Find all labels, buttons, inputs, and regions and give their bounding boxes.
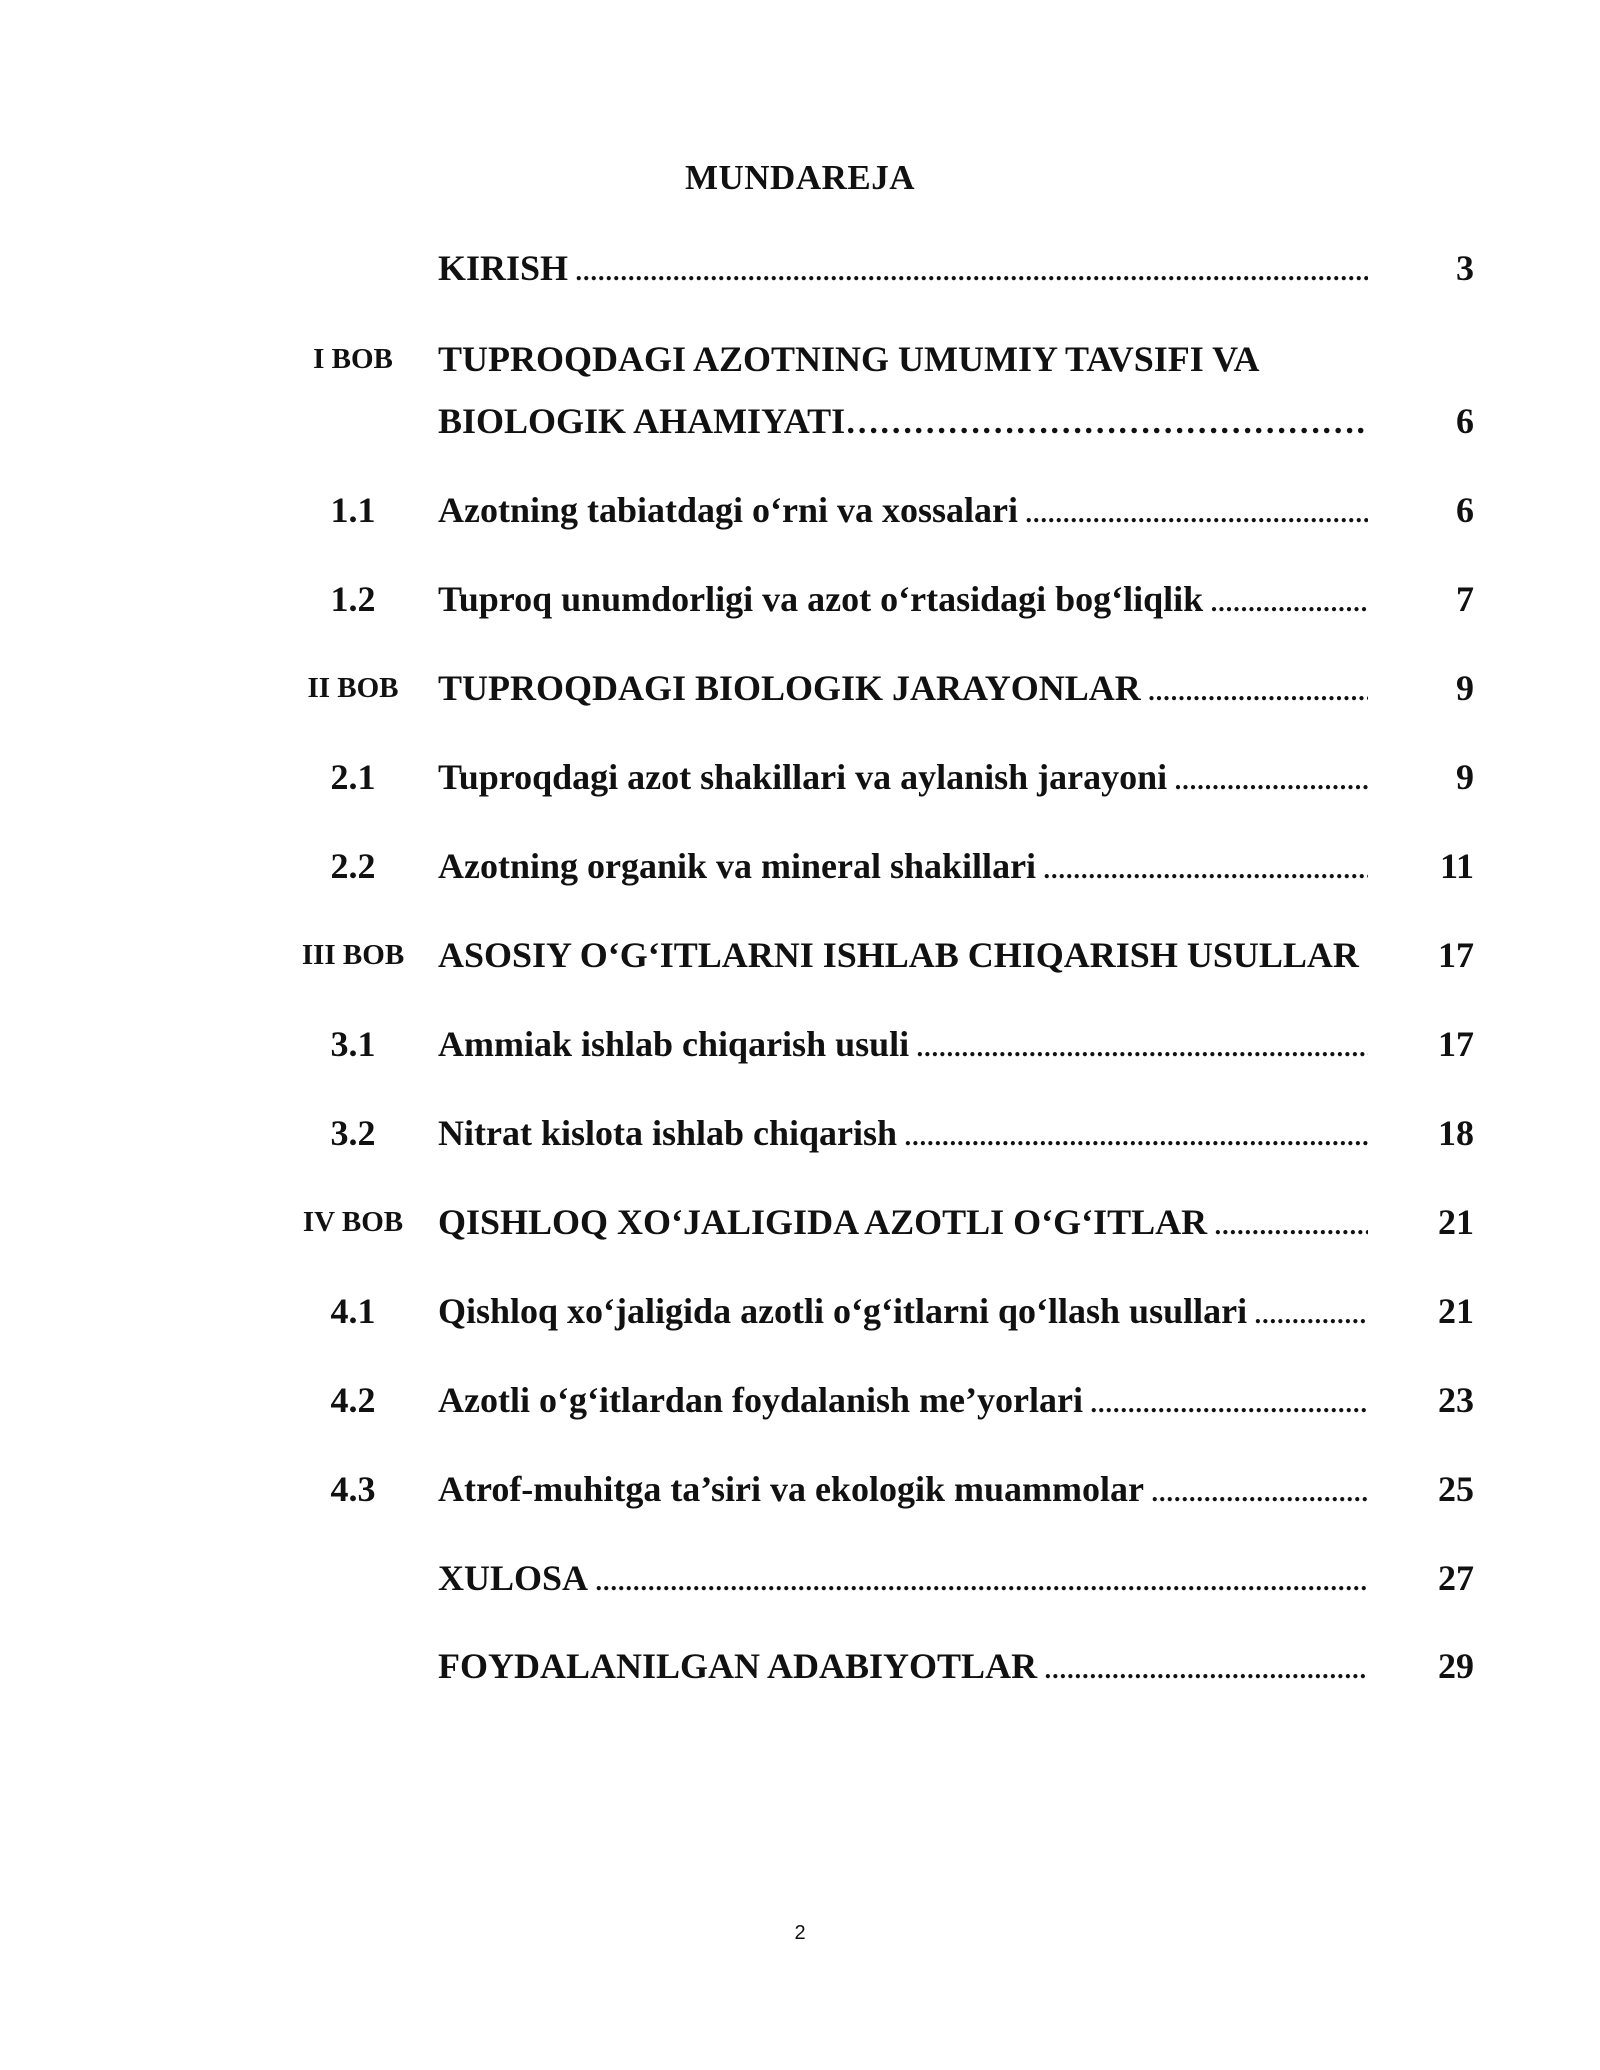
toc-entry-adabiyotlar[interactable] xyxy=(0,1641,1600,1691)
toc-entry-4-3[interactable] xyxy=(0,1464,1600,1514)
toc-label: 4.2 xyxy=(330,1380,376,1420)
toc-page-number: 21 xyxy=(1438,1291,1474,1331)
page-number: 2 xyxy=(794,1922,806,1944)
toc-entry-chapter-3[interactable] xyxy=(0,930,1600,980)
toc-label: III BOB xyxy=(301,939,405,971)
toc-page-number: 9 xyxy=(1456,668,1474,708)
toc-title: XULOSA ..... xyxy=(438,1553,1368,1607)
toc-entry-3-2[interactable] xyxy=(0,1108,1600,1158)
toc-label: 1.2 xyxy=(330,579,376,619)
toc-title: Azotning organik va mineral shakillari ..... xyxy=(438,841,1368,895)
toc-label: IV BOB xyxy=(302,1206,404,1238)
toc-page-number: 9 xyxy=(1456,757,1474,797)
toc-title: Tuproq unumdorligi va azot o‘rtasidagi bog‘liqlik ..... xyxy=(438,574,1368,628)
toc-title: ASOSIY O‘G‘ITLARNI ISHLAB CHIQARISH USULLAR xyxy=(438,935,1359,975)
toc-entry-4-2[interactable] xyxy=(0,1375,1600,1425)
toc-page-number: 11 xyxy=(1439,846,1474,886)
toc-title: Nitrat kislota ishlab chiqarish ..... xyxy=(438,1108,1368,1162)
toc-page-number: 23 xyxy=(1438,1380,1474,1420)
page-title: MUNDAREJA xyxy=(684,158,916,197)
toc-title: Ammiak ishlab chiqarish usuli ..... xyxy=(438,1019,1368,1073)
toc-label: 3.2 xyxy=(330,1113,376,1153)
toc-entry-xulosa[interactable] xyxy=(0,1553,1600,1603)
toc-page-number: 17 xyxy=(1438,1024,1474,1064)
toc-entry-2-1[interactable] xyxy=(0,752,1600,802)
toc-page-number: 25 xyxy=(1438,1469,1474,1509)
toc-page-number: 6 xyxy=(1456,490,1474,530)
toc-entry-1-1[interactable] xyxy=(0,485,1600,535)
toc-page-number: 21 xyxy=(1438,1202,1474,1242)
toc-label: 2.2 xyxy=(330,846,376,886)
toc-page-number: 29 xyxy=(1438,1646,1474,1686)
toc-page-number: 6 xyxy=(1456,401,1474,441)
toc-label: 3.1 xyxy=(330,1024,376,1064)
toc-title: Azotli o‘g‘itlardan foydalanish me’yorlari ..... xyxy=(438,1375,1368,1429)
toc-label: 4.1 xyxy=(330,1291,376,1331)
toc-title: KIRISH ..... xyxy=(438,243,1368,297)
toc-title-continued: BIOLOGIK AHAMIYATI ………………………………………………………………… xyxy=(438,396,1368,448)
toc-entry-1-2[interactable] xyxy=(0,574,1600,624)
toc-entry-4-1[interactable] xyxy=(0,1286,1600,1336)
toc-title: TUPROQDAGI AZOTNING UMUMIY TAVSIFI VA xyxy=(438,339,1260,379)
toc-title: FOYDALANILGAN ADABIYOTLAR ..... xyxy=(438,1641,1368,1695)
toc-page-number: 27 xyxy=(1438,1558,1474,1598)
toc-entry-2-2[interactable] xyxy=(0,841,1600,891)
toc-entry-kirish[interactable] xyxy=(0,243,1600,293)
toc-page-number: 3 xyxy=(1456,248,1474,288)
toc-label: 2.1 xyxy=(330,757,376,797)
toc-label: II BOB xyxy=(307,672,399,704)
toc-entry-3-1[interactable] xyxy=(0,1019,1600,1069)
toc-title: Qishloq xo‘jaligida azotli o‘g‘itlarni qo‘llash usullari ..... xyxy=(438,1286,1368,1340)
toc-page-number: 17 xyxy=(1438,935,1474,975)
toc-title: Tuproqdagi azot shakillari va aylanish jarayoni ..... xyxy=(438,752,1368,806)
toc-entry-chapter-4[interactable] xyxy=(0,1197,1600,1247)
toc-title: TUPROQDAGI BIOLOGIK JARAYONLAR ..... xyxy=(438,663,1368,717)
toc-title: Azotning tabiatdagi o‘rni va xossalari ..... xyxy=(438,485,1368,539)
toc-entry-chapter-1[interactable] xyxy=(0,334,1600,444)
toc-entry-chapter-2[interactable] xyxy=(0,663,1600,713)
toc-title: QISHLOQ XO‘JALIGIDA AZOTLI O‘G‘ITLAR ..... xyxy=(438,1197,1368,1251)
toc-label: I BOB xyxy=(313,343,393,375)
toc-title: Atrof-muhitga ta’siri va ekologik muammolar ..... xyxy=(438,1464,1368,1518)
toc-label: 4.3 xyxy=(330,1469,376,1509)
toc-page-number: 18 xyxy=(1438,1113,1474,1153)
toc-page-number: 7 xyxy=(1456,579,1474,619)
toc-label: 1.1 xyxy=(330,490,376,530)
